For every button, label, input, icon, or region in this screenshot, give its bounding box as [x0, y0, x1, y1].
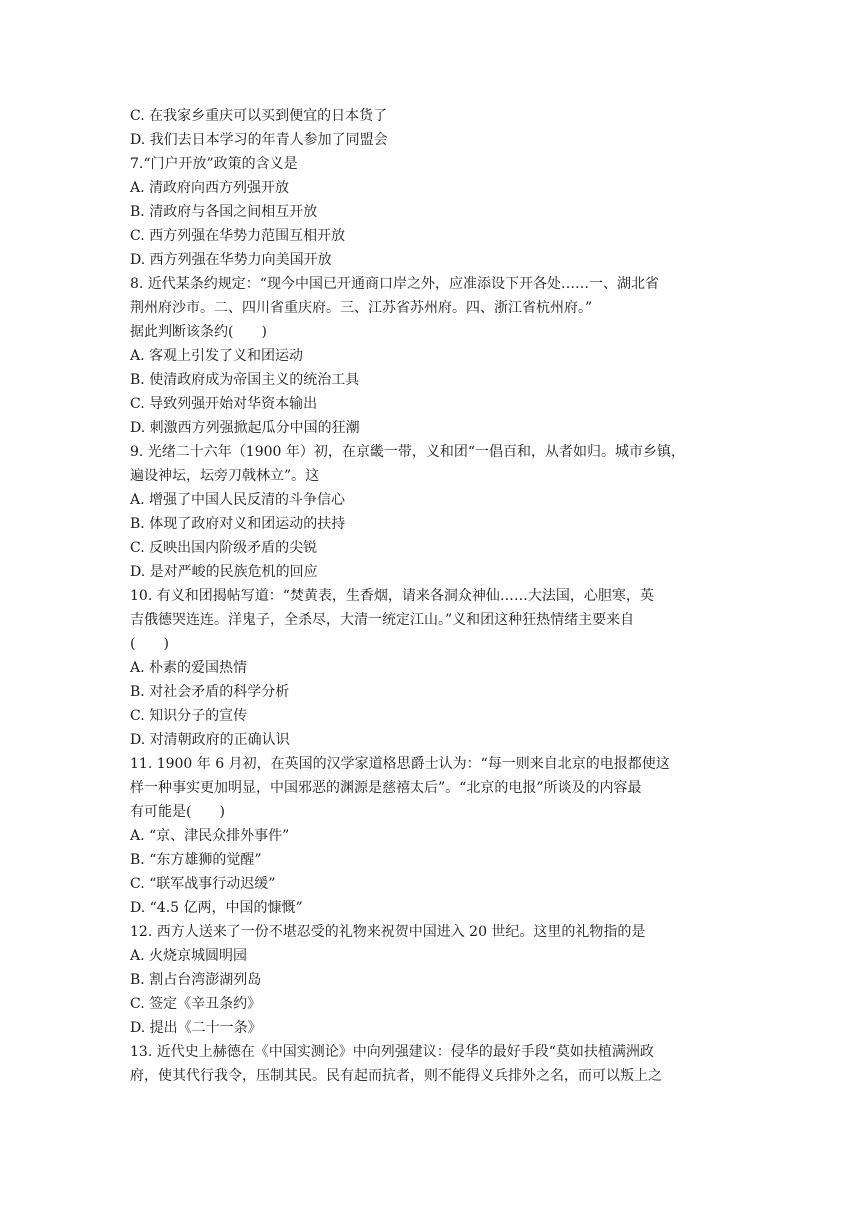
option-b: B. 使清政府成为帝国主义的统治工具	[130, 372, 360, 388]
option-a: A. 增强了中国人民反清的斗争信心	[130, 492, 346, 508]
option-b: B. 清政府与各国之间相互开放	[130, 204, 318, 220]
option-d: D. 提出《二十一条》	[130, 1020, 262, 1036]
question-stem-continued: 遍设神坛，坛旁刀戟林立”。这	[130, 468, 320, 484]
option-b: B. 体现了政府对义和团运动的扶持	[130, 516, 346, 532]
option-d: D. 对清朝政府的正确认识	[130, 732, 290, 748]
question-stem-continued: ( )	[130, 636, 169, 652]
option-a: A. 朴素的爱国热情	[130, 660, 248, 676]
document-page	[130, 104, 738, 1088]
question-stem: 12. 西方人送来了一份不堪忍受的礼物来祝贺中国进入 20 世纪。这里的礼物指的是	[130, 924, 646, 940]
question-stem-continued: 据此判断该条约( )	[130, 324, 267, 340]
question-stem-continued: 荆州府沙市。二、四川省重庆府。三、江苏省苏州府。四、浙江省杭州府。”	[130, 300, 593, 316]
question-9	[130, 440, 738, 584]
option-c: C. 签定《辛丑条约》	[130, 996, 262, 1012]
option-c: C. 在我家乡重庆可以买到便宜的日本货了	[130, 108, 388, 124]
option-b: B. 割占台湾澎湖列岛	[130, 972, 262, 988]
question-11	[130, 752, 738, 920]
previous-question-options	[130, 104, 738, 152]
option-c: C. 知识分子的宣传	[130, 708, 248, 724]
option-d: D. 是对严峻的民族危机的回应	[130, 564, 318, 580]
question-stem: 9. 光绪二十六年（1900 年）初，在京畿一带，义和团“一倡百和，从者如归。城市乡镇，	[130, 444, 686, 460]
option-c: C. “联军战事行动迟缓”	[130, 876, 276, 892]
option-b: B. “东方雄狮的觉醒”	[130, 852, 262, 868]
option-d: D. 刺激西方列强掀起瓜分中国的狂潮	[130, 420, 360, 436]
question-12	[130, 920, 738, 1040]
option-c: C. 反映出国内阶级矛盾的尖锐	[130, 540, 318, 556]
question-stem: 10. 有义和团揭帖写道：“焚黄表，生香烟，请来各洞众神仙……大法国，心胆寒，英	[130, 588, 654, 604]
question-7	[130, 152, 738, 272]
question-stem-continued: 府，使其代行我令，压制其民。民有起而抗者，则不能得义兵排外之名，而可以叛上之	[130, 1068, 662, 1084]
option-c: C. 导致列强开始对华资本输出	[130, 396, 318, 412]
question-stem: 13. 近代史上赫德在《中国实测论》中向列强建议：侵华的最好手段“莫如扶植满洲政	[130, 1044, 654, 1060]
question-stem: 7.“门户开放”政策的含义是	[130, 156, 298, 172]
question-stem-continued: 吉俄德哭连连。洋鬼子，全杀尽，大清一统定江山。”义和团这种狂热情绪主要来自	[130, 612, 635, 628]
question-stem-continued: 样一种事实更加明显，中国邪恶的渊源是慈禧太后”。“北京的电报”所谈及的内容最	[130, 780, 642, 796]
option-b: B. 对社会矛盾的科学分析	[130, 684, 290, 700]
option-a: A. 清政府向西方列强开放	[130, 180, 290, 196]
question-8	[130, 272, 738, 440]
question-stem: 11. 1900 年 6 月初，在英国的汉学家道格思爵士认为：“每一则来自北京的电报都使这	[130, 756, 670, 772]
option-a: A. 火烧京城圆明园	[130, 948, 248, 964]
question-13	[130, 1040, 738, 1088]
question-10	[130, 584, 738, 752]
option-d: D. “4.5 亿两，中国的慷慨”	[130, 900, 303, 916]
option-a: A. 客观上引发了义和团运动	[130, 348, 304, 364]
option-d: D. 西方列强在华势力向美国开放	[130, 252, 332, 268]
question-stem: 8. 近代某条约规定：“现今中国已开通商口岸之外，应准添设下开各处……一、湖北省	[130, 276, 659, 292]
question-stem-continued: 有可能是( )	[130, 804, 225, 820]
option-d: D. 我们去日本学习的年青人参加了同盟会	[130, 132, 388, 148]
option-c: C. 西方列强在华势力范围互相开放	[130, 228, 346, 244]
option-a: A. “京、津民众排外事件”	[130, 828, 290, 844]
